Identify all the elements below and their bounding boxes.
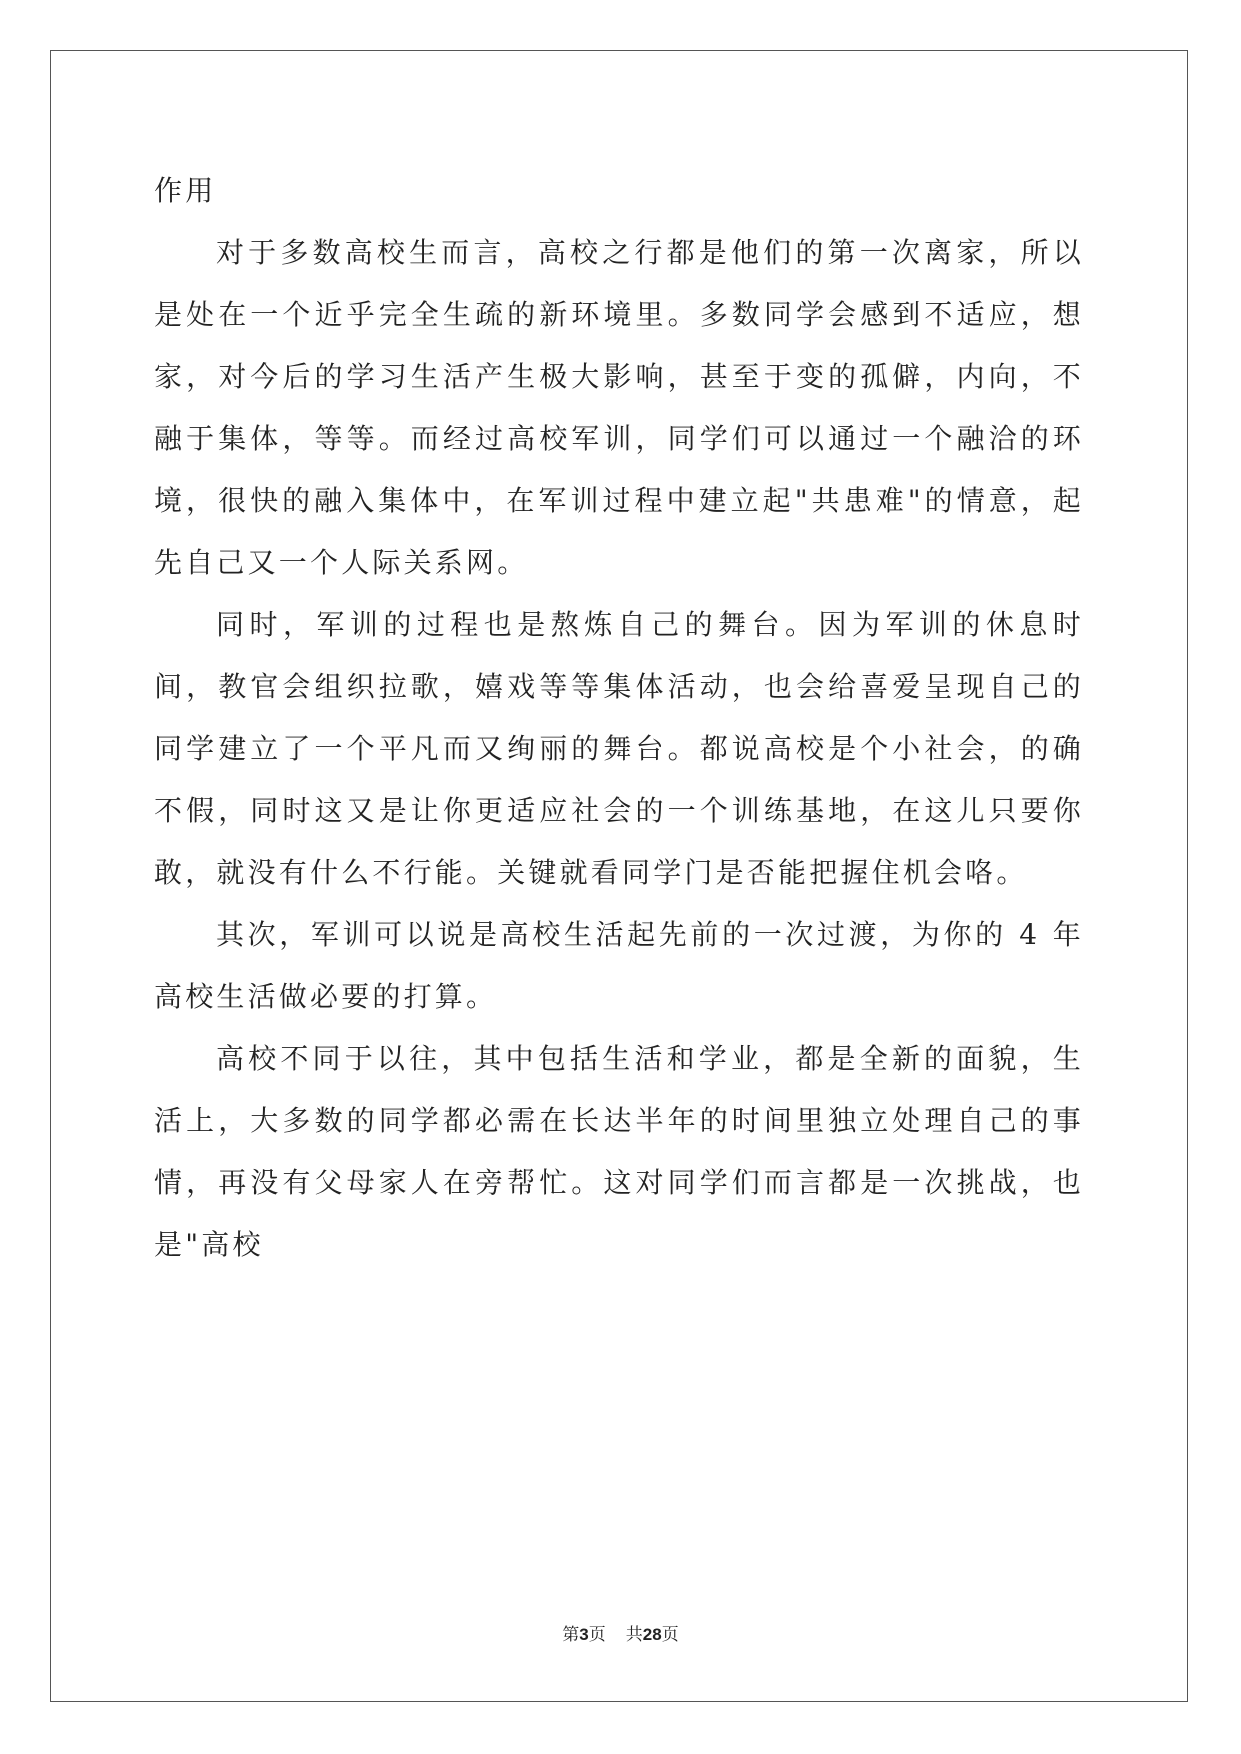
paragraph: 其次，军训可以说是高校生活起先前的一次过渡，为你的 4 年高校生活做必要的打算。 xyxy=(154,918,1084,1013)
document-body xyxy=(154,160,1084,1276)
page-number: 3 xyxy=(579,1625,589,1644)
total-pages: 28 xyxy=(642,1625,662,1644)
paragraph: 高校不同于以往，其中包括生活和学业，都是全新的面貌，生活上，大多数的同学都必需在长达半年的时间里独立处理自己的事情，再没有父母家人在旁帮忙。这对同学们而言都是一次挑战，也是"高校 xyxy=(154,1042,1084,1261)
paragraph: 对于多数高校生而言，高校之行都是他们的第一次离家，所以是处在一个近乎完全生疏的新环境里。多数同学会感到不适应，想家，对今后的学习生活产生极大影响，甚至于变的孤僻，内向，不融于集体，等等。而经过高校军训，同学们可以通过一个融洽的环境，很快的融入集体中，在军训过程中建立起"共患难"的情意，起先自己又一个人际关系网。 xyxy=(154,236,1084,579)
page-prefix: 第 xyxy=(562,1625,580,1645)
paragraph-continuation: 作用 xyxy=(154,174,217,207)
total-prefix: 共 xyxy=(625,1625,643,1645)
paragraph: 同时，军训的过程也是熬炼自己的舞台。因为军训的休息时间，教官会组织拉歌，嬉戏等等集体活动，也会给喜爱呈现自己的同学建立了一个平凡而又绚丽的舞台。都说高校是个小社会，的确不假，同时这又是让你更适应社会的一个训练基地，在这儿只要你敢，就没有什么不行能。关键就看同学门是否能把握住机会咯。 xyxy=(154,608,1084,889)
page-suffix: 页 xyxy=(588,1625,606,1645)
page-footer xyxy=(0,1620,1241,1645)
total-suffix: 页 xyxy=(661,1625,679,1645)
